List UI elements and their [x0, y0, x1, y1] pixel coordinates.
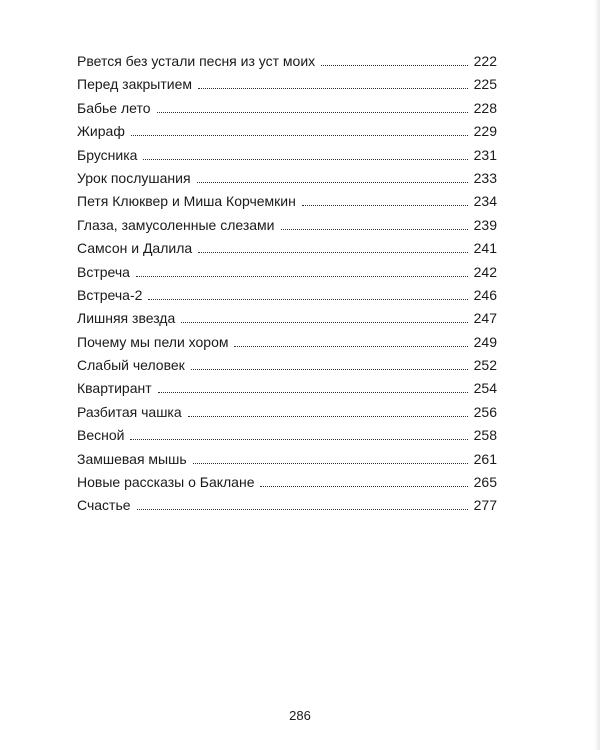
toc-entry-title: Глаза, замусоленные слезами	[77, 216, 275, 233]
dot-leader	[181, 322, 467, 323]
toc-entry	[77, 331, 497, 354]
toc-entry	[77, 214, 497, 237]
toc-entry-title: Лишняя звезда	[77, 310, 176, 327]
toc-entry-title: Рвется без устали песня из уст моих	[77, 53, 316, 69]
toc-entry-title: Счастье	[77, 497, 131, 514]
toc-entry-title: Бабье лето	[77, 99, 151, 116]
dot-leader	[130, 439, 467, 440]
toc-entry	[77, 144, 497, 167]
toc-entry	[77, 401, 497, 424]
toc-entry-title: Слабый человек	[77, 357, 185, 374]
toc-entry-title: Жираф	[77, 123, 125, 140]
toc-entry-page: 234	[473, 193, 497, 210]
toc-entry-page: 242	[473, 263, 497, 280]
dot-leader	[191, 369, 468, 370]
toc-entry	[77, 354, 497, 377]
dot-leader	[197, 182, 468, 183]
toc-entry	[77, 237, 497, 260]
dot-leader	[136, 276, 468, 277]
toc-entry-page: 241	[473, 240, 497, 257]
dot-leader	[281, 229, 468, 230]
toc-entry-page: 252	[473, 357, 497, 374]
toc-entry-page: 249	[473, 333, 497, 350]
dot-leader	[143, 159, 467, 160]
toc-entry	[77, 307, 497, 330]
dot-leader	[158, 392, 468, 393]
toc-entry-page: 258	[473, 427, 497, 444]
toc-entry-title: Брусника	[77, 146, 138, 163]
toc-entry	[77, 73, 497, 96]
toc-entry-page: 246	[473, 286, 497, 303]
toc-entry-title: Разбитая чашка	[77, 403, 182, 420]
toc-entry-title: Новые рассказы о Баклане	[77, 474, 255, 491]
toc-entry-page: 277	[473, 497, 497, 514]
dot-leader	[302, 205, 468, 206]
toc-entry-page: 228	[473, 99, 497, 116]
toc-entry	[77, 284, 497, 307]
dot-leader	[193, 463, 468, 464]
toc-entry	[77, 50, 497, 73]
toc-entry-title: Урок послушания	[77, 169, 191, 186]
toc-entry-title: Весной	[77, 427, 125, 444]
toc-entry-page: 256	[473, 403, 497, 420]
dot-leader	[321, 65, 467, 66]
page-number: 286	[289, 708, 311, 723]
toc-entry	[77, 471, 497, 494]
toc-entry-title: Встреча-2	[77, 286, 143, 303]
toc-entry	[77, 448, 497, 471]
toc-entry-title: Замшевая мышь	[77, 450, 187, 467]
toc-entry-page: 233	[473, 169, 497, 186]
dot-leader	[198, 252, 467, 253]
toc-entry-title: Перед закрытием	[77, 76, 192, 93]
table-of-contents	[77, 50, 497, 518]
toc-entry-title: Петя Клюквер и Миша Корчемкин	[77, 193, 296, 210]
toc-entry-title: Квартирант	[77, 380, 152, 397]
dot-leader	[148, 299, 467, 300]
toc-entry-page: 229	[473, 123, 497, 140]
dot-leader	[157, 112, 468, 113]
toc-entry-page: 222	[473, 53, 497, 69]
toc-entry	[77, 377, 497, 400]
toc-entry	[77, 494, 497, 517]
toc-entry-page: 231	[473, 146, 497, 163]
toc-entry-page: 247	[473, 310, 497, 327]
dot-leader	[137, 509, 468, 510]
dot-leader	[234, 346, 467, 347]
toc-entry-title: Почему мы пели хором	[77, 333, 229, 350]
toc-entry-title: Самсон и Далила	[77, 240, 193, 257]
dot-leader	[188, 416, 468, 417]
dot-leader	[131, 135, 468, 136]
toc-entry-title: Встреча	[77, 263, 130, 280]
toc-entry-page: 239	[473, 216, 497, 233]
toc-entry-page: 225	[473, 76, 497, 93]
dot-leader	[198, 88, 468, 89]
toc-entry	[77, 190, 497, 213]
toc-entry	[77, 120, 497, 143]
toc-entry	[77, 261, 497, 284]
toc-entry	[77, 167, 497, 190]
toc-entry-page: 254	[473, 380, 497, 397]
page-edge	[594, 0, 600, 750]
toc-entry	[77, 97, 497, 120]
toc-entry-page: 265	[473, 474, 497, 491]
toc-entry-page: 261	[473, 450, 497, 467]
dot-leader	[260, 486, 467, 487]
toc-entry	[77, 424, 497, 447]
